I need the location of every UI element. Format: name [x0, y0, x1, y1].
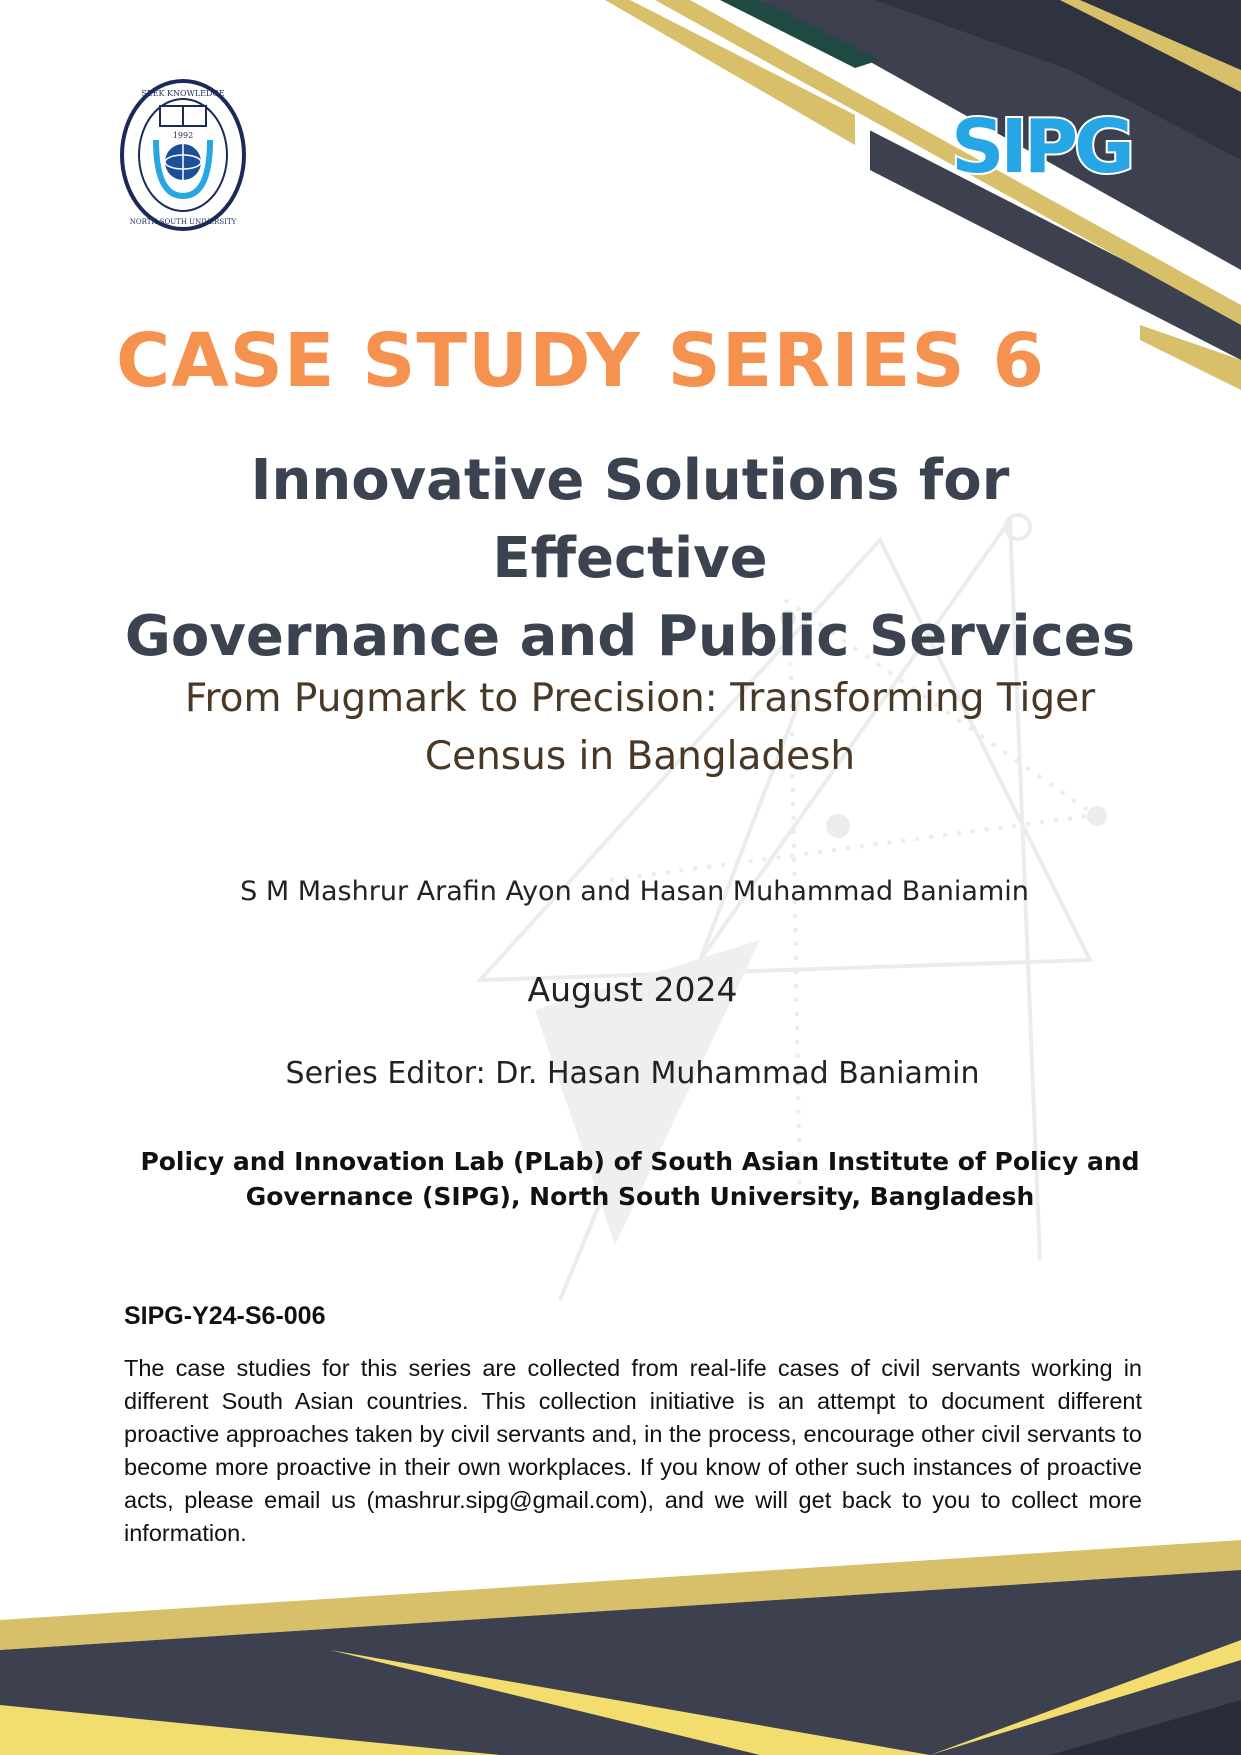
series-editor: [0, 1056, 1241, 1091]
seal-university-name: NORTH SOUTH UNIVERSITY: [129, 218, 237, 226]
main-title-line-1: Innovative Solutions for Effective: [250, 448, 1010, 591]
series-title-text: CASE STUDY SERIES 6: [116, 318, 1045, 404]
authors: [0, 876, 1241, 907]
publication-date: [0, 970, 1241, 1009]
subtitle-line-2: Census in Bangladesh: [424, 734, 856, 779]
authors-text: S M Mashrur Arafin Ayon and Hasan Muhammad Baniamin: [240, 876, 1029, 907]
document-code: SIPG-Y24-S6-006: [124, 1302, 326, 1330]
editor-text: Series Editor: Dr. Hasan Muhammad Baniamin: [285, 1056, 980, 1091]
main-title: [110, 442, 1150, 676]
sipg-logo: [938, 108, 1144, 194]
series-title: [0, 318, 1241, 404]
series-description: The case studies for this series are collected from real-life cases of civil servants working in different South Asian countries. This collection initiative is an attempt to document different proactive approaches taken by civil servants and, in the process, encourage other civil servants to become more proactive in their own workplaces. If you know of other such instances of proactive acts, please email us (mashrur.sipg@gmail.com), and we will get back to you to collect more information.: [124, 1355, 1142, 1546]
institution-line-2: Governance (SIPG), North South University, Bangladesh: [245, 1182, 1035, 1211]
case-subtitle: [130, 670, 1150, 786]
main-title-line-2: Governance and Public Services: [124, 604, 1136, 669]
seal-motto: SEEK KNOWLEDGE: [141, 89, 225, 98]
subtitle-line-1: From Pugmark to Precision: Transforming Tiger: [184, 676, 1096, 721]
date-text: August 2024: [527, 970, 738, 1009]
institution: [130, 1144, 1150, 1214]
institution-line-1: Policy and Innovation Lab (PLab) of South Asian Institute of Policy and: [140, 1147, 1140, 1176]
sipg-logo-text: SIPG: [951, 108, 1131, 190]
seal-year: 1992: [172, 131, 194, 140]
university-seal-logo: [118, 78, 248, 232]
